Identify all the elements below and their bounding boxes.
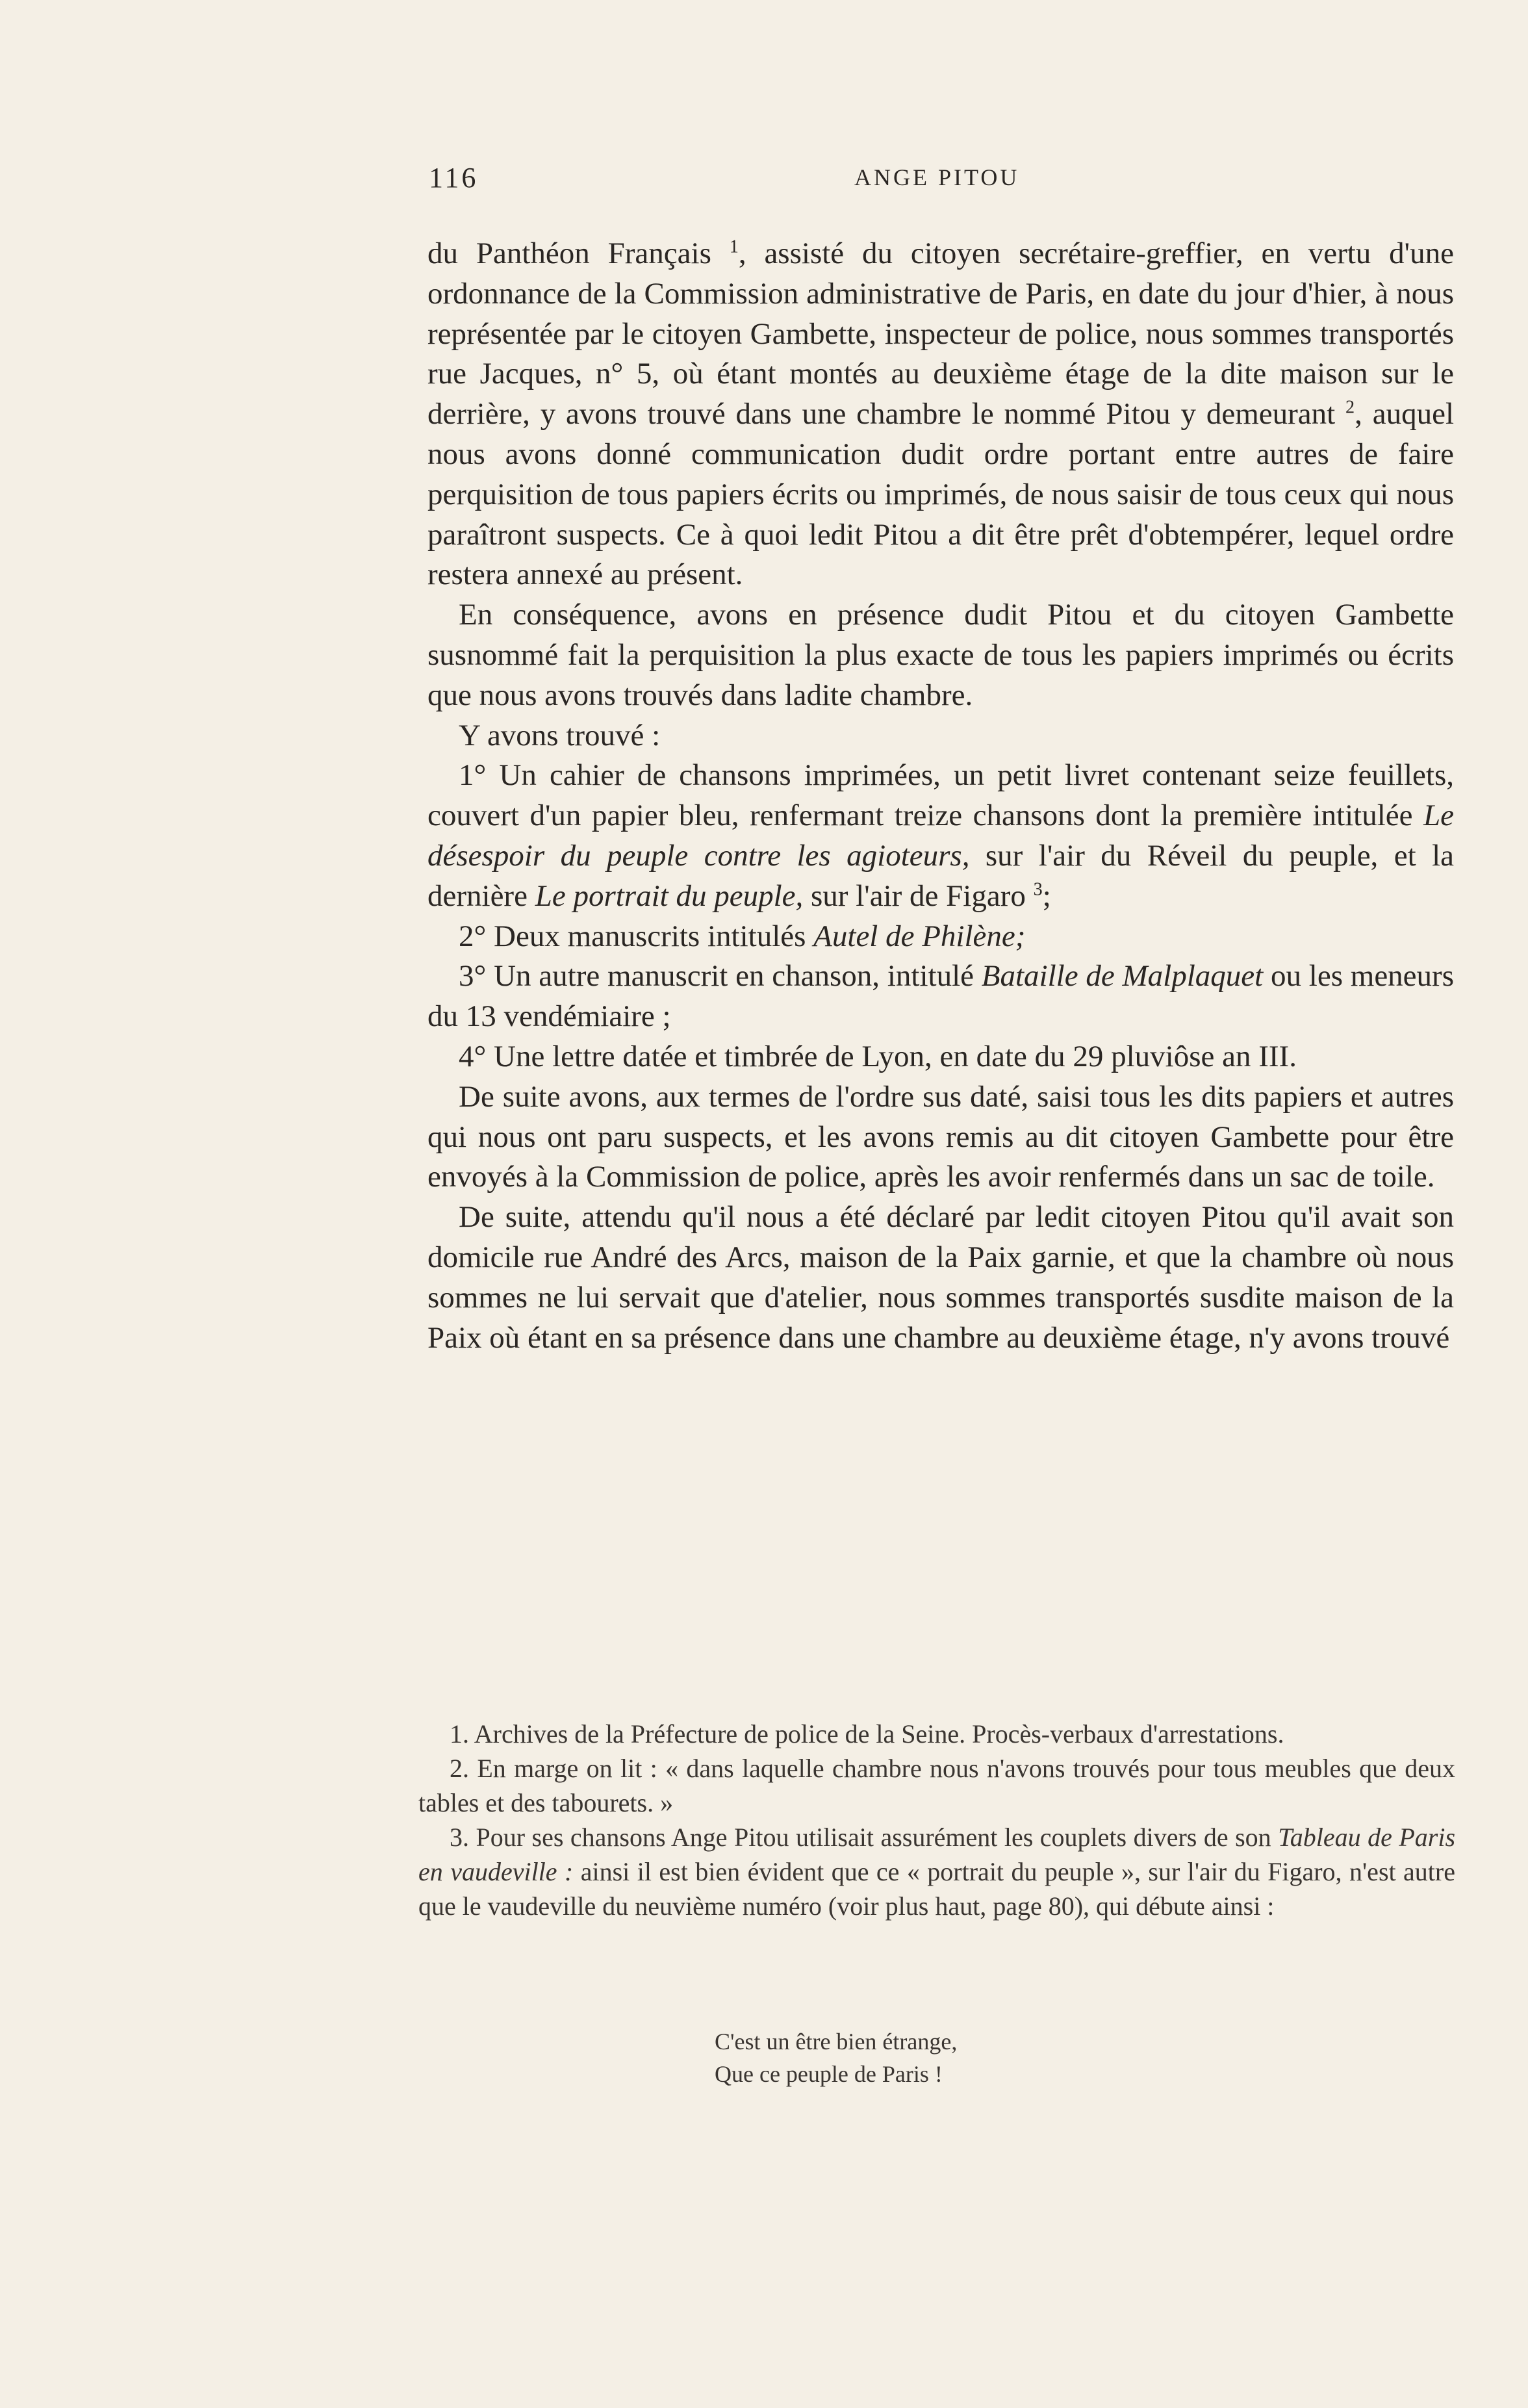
footnote-ref-1: 1 — [729, 237, 739, 257]
list-item-4: 4° Une lettre datée et timbrée de Lyon, en date du 29 pluviôse an III. — [459, 1039, 1297, 1073]
list-item-2: 2° Deux manuscrits intitulés Autel de Philène; — [459, 919, 1026, 953]
paragraph-1: du Panthéon Français $^1$, assisté du citoyen secrétaire-greffier, en vertu d'une ordonnance de la Commission administrative de Paris, en date du jour d'hier, à nous représentée par le citoyen Gambette, inspecteur de police, nous sommes transportés rue Jacques, n° 5, où étant montés au deuxième étage de la dite maison sur le derrière, y avons trouvé dans une chambre le nommé Pitou y demeurant $^2$, auquel nous avons donné communication dudit ordre portant entre autres de faire perquisition de tous papiers écrits ou imprimés, de nous saisir de tous ceux qui nous paraîtront suspects. Ce à quoi ledit Pitou a dit être prêt d'obtempérer, lequel ordre restera annexé au présent. — [427, 237, 1455, 592]
footnote-ref-3: 3 — [1033, 879, 1043, 900]
footnote-1: 1. Archives de la Préfecture de police de la Seine. Procès-verbaux d'arrestations. — [450, 1719, 1284, 1748]
footnote-2: 2. En marge on lit : « dans laquelle chambre nous n'avons trouvés pour tous meubles que deux tables et des tabourets. » — [418, 1754, 1455, 1817]
verse-line-2: Que ce peuple de Paris ! — [715, 2061, 943, 2087]
paragraph-5: De suite, attendu qu'il nous a été déclaré par ledit citoyen Pitou qu'il avait son domicile rue André des Arcs, maison de la Paix garnie, et que la chambre où nous sommes ne lui servait que d'atelier, nous sommes transportés susdite maison de la Paix où étant en sa présence dans une chambre au deuxième étage, n'y avons trouvé — [427, 1200, 1454, 1355]
paragraph-3: Y avons trouvé : — [459, 718, 661, 752]
verse-line-1: C'est un être bien étrange, — [715, 2029, 958, 2055]
paragraph-4: De suite avons, aux termes de l'ordre sus daté, saisi tous les dits papiers et autres qui nous ont paru suspects, et les avons remis au dit citoyen Gambette pour être envoyés à la Commission de police, après les avoir renfermés dans un sac de toile. — [427, 1079, 1454, 1194]
page-header — [429, 161, 1455, 200]
page-number: 116 — [429, 162, 479, 194]
paragraph-2: En conséquence, avons en présence dudit Pitou et du citoyen Gambette susnommé fait la perquisition la plus exacte de tous les papiers imprimés ou écrits que nous avons trouvés dans ladite chambre. — [427, 598, 1454, 712]
main-text — [427, 234, 1454, 1358]
list-item-1: 1° Un cahier de chansons imprimées, un petit livret contenant seize feuillets, couvert d'un papier bleu, renfermant treize chansons dont la première intitulée Le désespoir du peuple contre les agioteurs, sur l'air du Réveil du peuple, et la dernière Le portrait du peuple, sur l'air de Figaro $^3$; — [427, 758, 1455, 913]
running-title: ANGE PITOU — [854, 164, 1020, 190]
verse-quote — [715, 2025, 957, 2090]
list-item-3: 3° Un autre manuscrit en chanson, intitulé Bataille de Malplaquet ou les meneurs du 13 vendémiaire ; — [427, 959, 1454, 1034]
footnote-ref-2: 2 — [1345, 397, 1355, 418]
footnote-3: 3. Pour ses chansons Ange Pitou utilisait assurément les couplets divers de son Tableau de Paris en vaudeville : ainsi il est bien évident que ce « portrait du peuple », sur l'air du Figaro, n'est autre que le vaudeville du neuvième numéro (voir plus haut, page 80), qui débute ainsi : — [418, 1823, 1456, 1921]
footnotes — [418, 1717, 1455, 1923]
